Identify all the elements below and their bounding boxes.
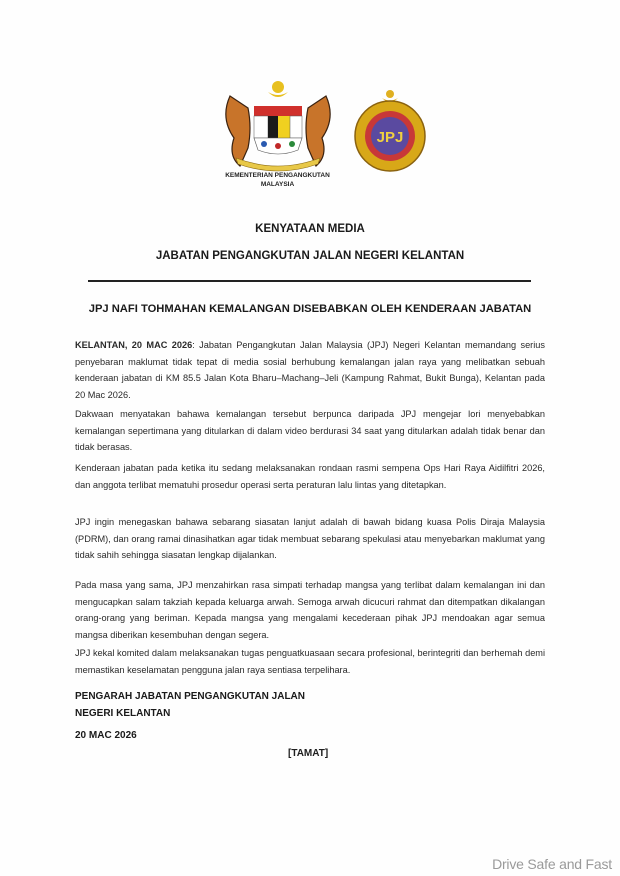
jpj-emblem-icon — [345, 88, 435, 173]
signature-line-1: PENGARAH JABATAN PENGANGKUTAN JALAN — [75, 691, 306, 702]
ministry-line-2: MALAYSIA — [260, 181, 295, 188]
paragraph-3: Kenderaan jabatan pada ketika itu sedang melaksanakan rondaan rasmi sempena Ops Hari Raya Aidilfitri 2026, dan anggota terlibat mematuhi prosedur operasi serta peraturan lalu lintas yang ditetapkan. — [75, 463, 545, 490]
paragraph-4: JPJ ingin menegaskan bahawa sebarang siasatan lanjut adalah di bawah bidang kuasa Polis Diraja Malaysia (PDRM), dan orang ramai dinasihatkan agar tidak membuat sebarang spekulasi atau menyebarkan maklumat yang tidak sahih sehingga siasatan lengkap dijalankan. — [75, 517, 545, 560]
end-mark: [TAMAT] — [288, 748, 329, 759]
divider — [88, 280, 531, 282]
svg-text:JPJ: JPJ — [376, 129, 404, 146]
signature-block — [75, 688, 305, 722]
doc-type-title: KENYATAAN MEDIA — [255, 223, 365, 235]
coat-of-arms-icon — [218, 78, 338, 173]
ministry-line-1: KEMENTERIAN PENGANGKUTAN — [225, 172, 330, 179]
paragraph-1-text: : Jabatan Pengangkutan Jalan Malaysia (JPJ) Negeri Kelantan memandang serius penyebaran maklumat tidak tepat di media sosial berhubung kemalangan jalan raya yang melibatkan sebuah kenderaan jabatan di KM 85.5 Jalan Kota Bharu–Machang–Jeli (Kampung Rahmat, Bukit Bunga), Kelantan pada 20 Mac 2026. — [75, 340, 545, 400]
ministry-name — [200, 171, 355, 189]
logo-header — [200, 78, 440, 190]
signature-line-2: NEGERI KELANTAN — [75, 708, 171, 719]
department-title: JABATAN PENGANGKUTAN JALAN NEGERI KELANTAN — [155, 250, 465, 262]
headline: JPJ NAFI TOHMAHAN KEMALANGAN DISEBABKAN OLEH KENDERAAN JABATAN — [88, 303, 532, 315]
signature-date: 20 MAC 2026 — [75, 730, 137, 741]
paragraph-2: Dakwaan menyatakan bahawa kemalangan tersebut berpunca daripada JPJ mengejar lori menyebabkan kemalangan sepertimana yang ditularkan di dalam video berdurasi 34 saat yang ditularkan adalah tidak benar dan tidak berasas. — [75, 409, 545, 452]
paragraph-5: Pada masa yang sama, JPJ menzahirkan rasa simpati terhadap mangsa yang terlibat dalam kemalangan ini dan mengucapkan salam takziah kepada keluarga arwah. Semoga arwah dicucuri rahmat dan ditempatkan dikalangan orang-orang yang beriman. Kepada mangsa yang mengalami kecederaan pihak JPJ mendoakan agar semua mangsa diberikan kesembuhan dengan segera. — [75, 580, 545, 640]
dateline: KELANTAN, 20 MAC 2026 — [75, 340, 193, 350]
watermark: Drive Safe and Fast — [492, 856, 612, 872]
paragraph-1 — [75, 337, 545, 403]
paragraph-6: JPJ kekal komited dalam melaksanakan tugas penguatkuasaan secara profesional, berintegriti dan berhemah demi memastikan keselamatan pengguna jalan raya sentiasa terpelihara. — [75, 648, 545, 675]
